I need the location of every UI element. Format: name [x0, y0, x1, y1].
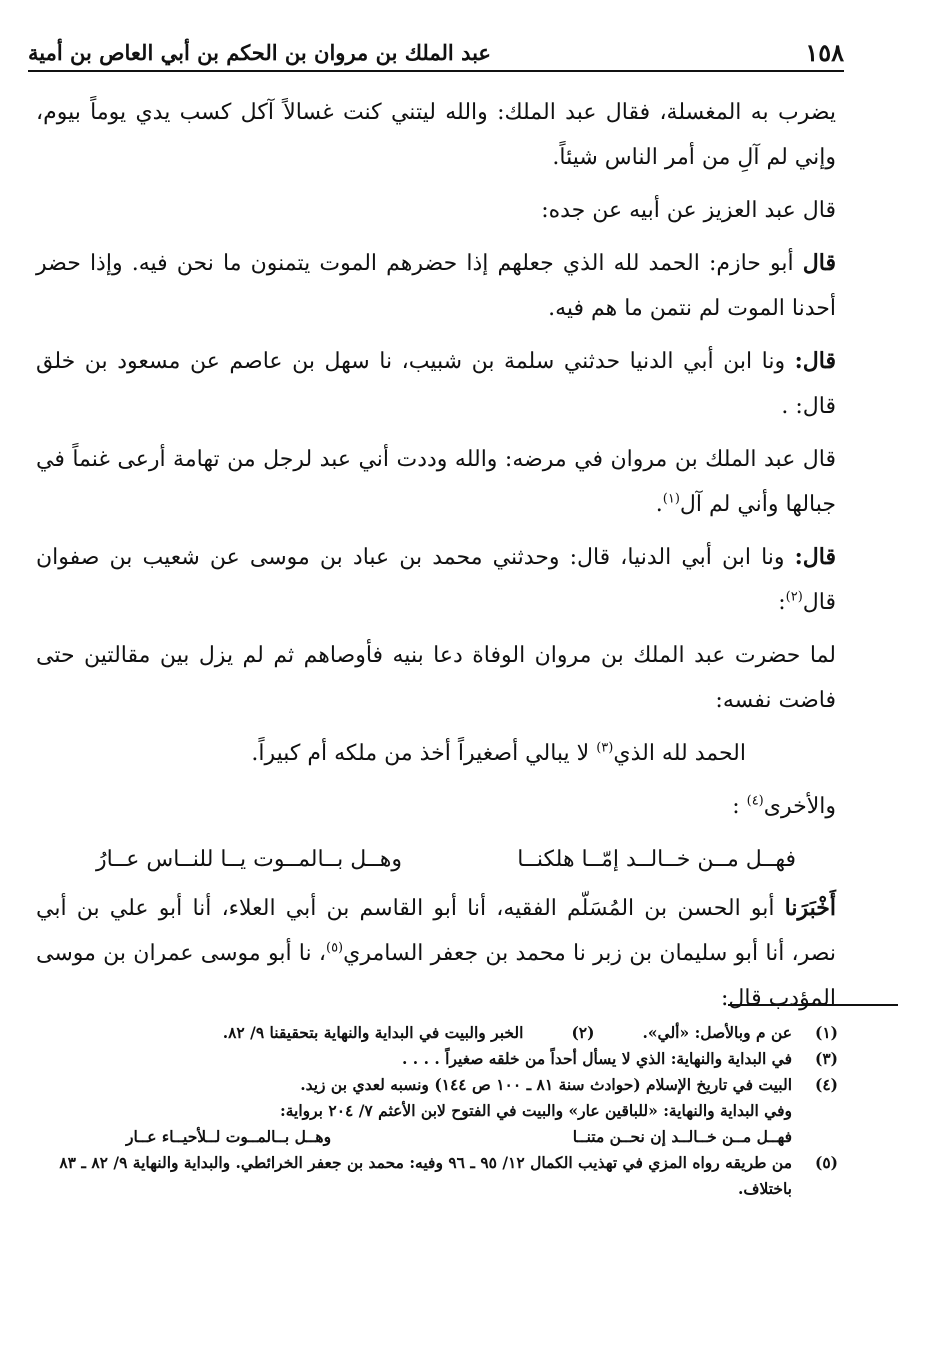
- verse-hemistich-second: وهــل بــالمــوت يــا للنــاس عــارُ: [96, 847, 402, 872]
- footnote-text: من طريقه رواه المزي في تهذيب الكمال ١٢/ ٩٥ ـ ٩٦ وفيه: محمد بن جعفر الخرائطي. والبداية والنهاية ٩/ ٨٢ ـ ٨٣ باختلاف.: [59, 1153, 792, 1198]
- footnote-text: في البداية والنهاية: الذي لا يسأل أحداً من خلقه صغيراً . . . .: [402, 1049, 792, 1068]
- quote-line: [36, 784, 836, 829]
- verse-hemistich-second: وهــل بــالمــوت لــلأحيــاء عــار: [126, 1127, 332, 1146]
- page-header: [28, 32, 844, 72]
- paragraph-lead: أَخْبَرَنا: [784, 895, 836, 921]
- paragraph: يضرب به المغسلة، فقال عبد الملك: والله ليتني كنت غسالاً آكل كسب يدي يوماً بيوم، وإني لم آلِ من أمر الناس شيئاً.: [36, 100, 836, 170]
- footnote-text: البيت في تاريخ الإسلام (حوادث سنة ٨١ ـ ١٠٠ ص ١٤٤) ونسبه لعدي بن زيد.: [300, 1075, 792, 1094]
- footnote-verse: [36, 1124, 838, 1150]
- footnote-continuation: وفي البداية والنهاية: «للباقين عار» والبيت في الفتوح لابن الأعثم ٧/ ٢٠٤ برواية:: [279, 1101, 792, 1120]
- paragraph-lead: قال:: [794, 544, 836, 570]
- paragraph: [36, 535, 836, 625]
- quote-text: والأخرى: [763, 794, 836, 819]
- paragraph: [36, 241, 836, 331]
- paragraph-text: ، نا أبو موسى عمران بن موسى المؤدب قال:: [36, 941, 836, 1011]
- footnote-number: (٥): [814, 1153, 838, 1172]
- footnote-ref: (٥): [325, 940, 344, 956]
- footnote-ref: (٣): [596, 740, 614, 756]
- paragraph: لما حضرت عبد الملك بن مروان الوفاة دعا بنيه فأوصاهم ثم لم يزل بين مقالتين حتى فاضت نفسه:: [36, 643, 836, 713]
- quote-text: لا يبالي أصغيراً أخذ من ملكه أم كبيراً.: [251, 741, 597, 766]
- footnote-row: [36, 1020, 838, 1046]
- paragraph-end: :: [778, 590, 786, 615]
- footnotes: [36, 1020, 838, 1202]
- footnote-number: (١): [814, 1023, 838, 1042]
- footnote-number: (٤): [814, 1075, 838, 1094]
- footnote-row: [36, 1150, 838, 1202]
- paragraph: [36, 886, 836, 1021]
- verse-hemistich-first: فهــل مــن خــالــد إن نحــن متنــا: [572, 1127, 792, 1146]
- paragraph-lead: قال:: [794, 348, 836, 374]
- quote-text: :: [732, 794, 747, 819]
- footnote-row: [36, 1072, 838, 1098]
- page-number: ١٥٨: [805, 38, 844, 67]
- footnote-text: الخبر والبيت في البداية والنهاية بتحقيقنا ٩/ ٨٢.: [222, 1023, 524, 1042]
- footnote-ref: (٢): [785, 589, 803, 605]
- paragraph-lead: قال: [802, 250, 836, 276]
- paragraph: [36, 437, 836, 527]
- running-title: عبد الملك بن مروان بن الحكم بن أبي العاص بن أمية: [28, 40, 491, 65]
- poetry-verse: [36, 837, 836, 882]
- quote-line: [36, 731, 836, 776]
- paragraph: قال عبد العزيز عن أبيه عن جده:: [541, 198, 836, 223]
- footnote-ref: (١): [662, 491, 680, 507]
- verse-hemistich-first: فهــل مــن خــالــد إمّــا هلكنــا: [517, 847, 796, 872]
- footnote-text: عن م وبالأصل: «ألي».: [642, 1023, 792, 1042]
- footnote-ref: (٤): [746, 793, 764, 809]
- footnote-row: [36, 1046, 838, 1072]
- main-text: [36, 90, 836, 1029]
- paragraph-end: .: [655, 492, 663, 517]
- paragraph-text: أبو الحسن بن المُسَلّم الفقيه، أنا أبو القاسم بن أبي العلاء، أنا أبو علي بن أبي نصر، أنا أبو سليمان بن زبر نا محمد بن جعفر السامري: [36, 896, 836, 966]
- paragraph: [36, 339, 836, 429]
- quote-text: الحمد لله الذي: [613, 741, 746, 766]
- footnote-divider: [728, 1004, 898, 1006]
- paragraph-text: ونا ابن أبي الدنيا، قال: وحدثني محمد بن عباد بن موسى عن شعيب بن صفوان قال: [36, 545, 836, 615]
- footnote-number: (٣): [814, 1049, 838, 1068]
- paragraph-text: أبو حازم: الحمد لله الذي جعلهم إذا حضرهم الموت يتمنون ما نحن فيه. وإذا حضر أحدنا الموت لم نتمن ما هم فيه.: [36, 251, 836, 321]
- footnote-number: (٢): [571, 1023, 595, 1042]
- paragraph-text: ونا ابن أبي الدنيا حدثني سلمة بن شبيب، نا سهل بن عاصم عن مسعود بن خلق قال: .: [36, 349, 836, 419]
- paragraph-text: قال عبد الملك بن مروان في مرضه: والله وددت أني عبد لرجل من تهامة أرعى غنماً في جبالها وأني لم آل: [36, 447, 836, 517]
- footnote-pair: [223, 1020, 792, 1046]
